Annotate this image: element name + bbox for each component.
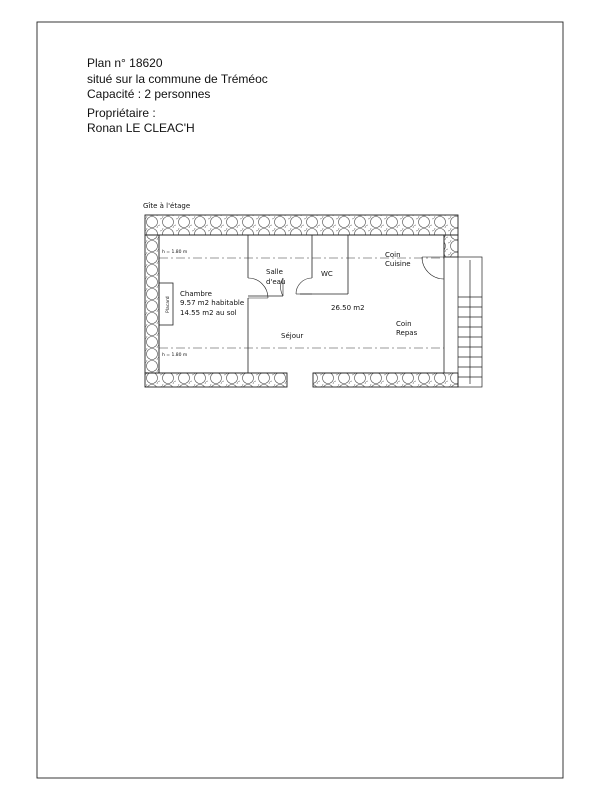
salle-eau-label-1: Salle bbox=[266, 268, 283, 276]
plan-number: Plan n° 18620 bbox=[87, 56, 163, 70]
sheet-frame bbox=[37, 22, 563, 778]
plan-title: Gîte à l'étage bbox=[143, 202, 191, 210]
plan-commune: situé sur la commune de Tréméoc bbox=[87, 71, 268, 86]
placard-label: Placard bbox=[166, 296, 171, 313]
chambre-habitable: 9.57 m2 habitable bbox=[180, 299, 245, 307]
owner-label: Propriétaire : bbox=[87, 105, 156, 120]
staircase bbox=[458, 257, 482, 387]
sejour-label: Séjour bbox=[281, 332, 304, 340]
chambre-label: Chambre bbox=[180, 290, 212, 298]
chambre-sol: 14.55 m2 au sol bbox=[180, 309, 237, 317]
eave-height-bottom: h = 1.80 m bbox=[162, 353, 188, 358]
coin-repas-label-1: Coin bbox=[396, 320, 412, 328]
wc-label: WC bbox=[321, 270, 333, 278]
salle-eau-label-2: d'eau bbox=[266, 278, 286, 286]
coin-cuisine-label-1: Coin bbox=[385, 251, 401, 259]
eave-height-top: h = 1.80 m bbox=[162, 250, 188, 255]
plan-capacity: Capacité : 2 personnes bbox=[87, 87, 211, 101]
main-room-area: 26.50 m2 bbox=[331, 304, 365, 312]
coin-cuisine-label-2: Cuisine bbox=[385, 260, 411, 268]
coin-repas-label-2: Repas bbox=[396, 329, 418, 337]
owner-name: Ronan LE CLEAC'H bbox=[87, 121, 195, 135]
